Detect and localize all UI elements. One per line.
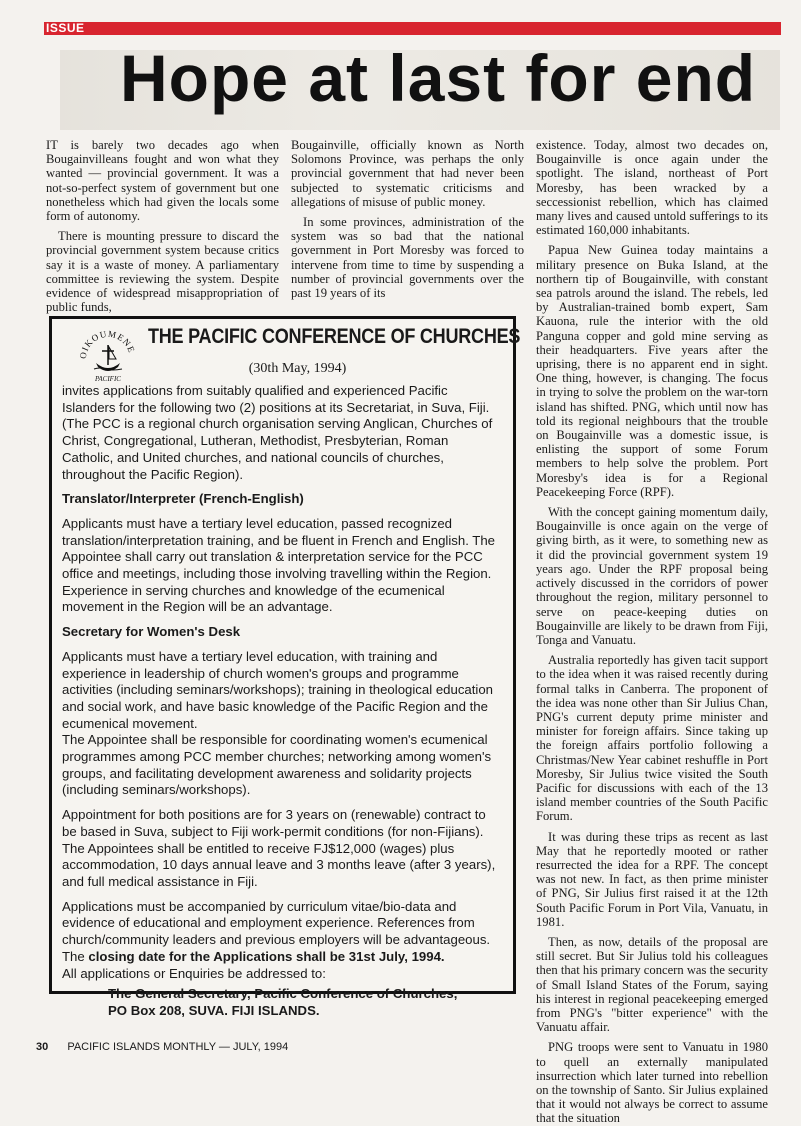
article-column-1	[46, 138, 279, 315]
ad-intro: invites applications from suitably qualified and experienced Pacific Islanders for the following two (2) positions at its Secretariat, in Suva, Fiji.	[62, 383, 490, 415]
logo-text: OIKOUMENE	[78, 329, 138, 360]
paragraph: It was during these trips as recent as last May that he reportedly mooted or rather resurrected the idea for a RPF. The concept was not new. In fact, as then prime minister of PNG, Sir Julius first raised it at the 12th South Pacific Forum in Port Vila, Vanuatu, in 1981.	[536, 829, 768, 929]
paragraph: PNG troops were sent to Vanuatu in 1980 to quell an externally manipulated insurrection which later turned into rebellion on the township of Santo. Sir Julius explained that it would not always be correct to assume that the situation	[536, 1040, 768, 1126]
page-footer	[36, 1041, 288, 1053]
contact-address	[62, 986, 503, 1019]
ad-date: (30th May, 1994)	[248, 361, 347, 376]
application-instructions	[62, 899, 503, 966]
appointment-terms: Appointment for both positions are for 3 years on (renewable) contract to be based in Suva, subject to Fiji work-permit conditions (for non-Fijians). The Appointees shall be entitled to receive FJ$12,000 (wages) plus accommodation, 10 days annual leave and 3 months leave (after 3 years), and full medical assistance in Fiji.	[62, 807, 496, 889]
address-line-2: PO Box 208, SUVA. FIJI ISLANDS.	[108, 1002, 320, 1018]
ad-about: (The PCC is a regional church organisation serving Anglican, Churches of Christ, Congregational, Lutheran, Methodist, Presbyterian, Roman Catholic, and United churches, and national councils of churches, throughout the Pacific Region).	[62, 416, 493, 482]
headline: Hope at last for end	[120, 41, 757, 115]
paragraph: Bougainville, officially known as North Solomons Province, was perhaps the only provincial government that had never been subjected to systematic criticisms and allegations of misuse of public money.	[291, 138, 524, 209]
section-tag: ISSUE	[46, 21, 85, 35]
paragraph: Papua New Guinea today maintains a military presence on Buka Island, at the northern tip of Bougainville, with constant sea patrols around the island. The rebels, led by Australian-trained bomb expert, Sam Kauona, rule the interior with the old Panguna copper and gold mine serving as their headquarters. Five years after the uprising, there is no apparent end in sight. One thing, however, is changing. The focus in trying to solve the problem on the war-torn island has shifted. PNG, which until now has told its regional neighbours that the trouble on Bougainville was a domestic issue, is enlisting the support of some Forum members to help solve the problem. Port Moresby's idea is for a Regional Peacekeeping Force (RPF).	[536, 243, 768, 499]
enquiries-line: All applications or Enquiries be addressed to:	[62, 965, 326, 981]
position-2-title: Secretary for Women's Desk	[62, 624, 241, 640]
address-line-1: The General Secretary, Pacific Conference of Churches,	[108, 986, 458, 1002]
organisation-name: THE PACIFIC CONFERENCE OF CHURCHES	[148, 325, 521, 348]
ad-body	[62, 383, 503, 1020]
application-text: Applications must be accompanied by curriculum vitae/bio-data and evidence of educational and employment experience. References from church/community leaders and previous employers will be advantageous. The	[62, 898, 491, 964]
publication-line: PACIFIC ISLANDS MONTHLY — JULY, 1994	[67, 1041, 289, 1053]
article-column-3	[536, 138, 768, 1126]
paragraph: IT is barely two decades ago when Bougainvilleans fought and won what they wanted — provincial government. It was a not-so-perfect system of government but one nonetheless which had given the locals some form of autonomy.	[46, 138, 279, 224]
position-1-description: Applicants must have a tertiary level education, passed recognized translation/interpretation training, and be fluent in French and English. The Appointee shall carry out translation & interpretation service for the PCC office and meetings, including those involving travelling within the Region. Experience in serving churches and knowledge of the ecumenical movement in the Region will be an advantage.	[62, 515, 496, 615]
paragraph: With the concept gaining momentum daily, Bougainville is once again on the verge of giving birth, as it were, to something new as it did the provincial government system 19 years ago. Under the RPF proposal being actively discussed in the corridors of power throughout the region, military personnel to serve on peace-keeping duties on Bougainville are likely to be drawn from Fiji, Tonga and Vanuatu.	[536, 505, 768, 647]
position-2-requirements: Applicants must have a tertiary level education, with training and experience in leadership of church women's groups and programme activities (including seminars/workshops); training in theological education and social work, and have basic knowledge of the Pacific Region and the ecumenical movement.	[62, 648, 494, 731]
logo-subtext: PACIFIC	[95, 375, 121, 383]
section-bar	[44, 22, 781, 35]
paragraph: There is mounting pressure to discard the provincial government system because critics say it is a waste of money. A parliamentary committee is reviewing the system. Despite evidence of widespread misappropriation of public funds,	[46, 229, 279, 315]
paragraph: Then, as now, details of the proposal are still secret. But Sir Julius told his colleagues then that his primary concern was the security of Small Island States of the Forum, saying his interest in regional peacekeeping emerged from PNG's "bitter experience" with the Vanuatu affair.	[536, 934, 768, 1035]
paragraph: existence. Today, almost two decades on, Bougainville is once again under the spotlight. The island, northeast of Port Moresby, has been wracked by a seccessionist rebellion, which has claimed many lives and caused untold sufferings to its estimated 160,000 inhabitants.	[536, 138, 768, 238]
position-2-duties: The Appointee shall be responsible for coordinating women's ecumenical programmes among PCC member churches; networking among women's groups, and facilitating development awareness and solidarity projects (including seminars/workshops).	[62, 732, 492, 798]
position-1-title: Translator/Interpreter (French-English)	[62, 491, 304, 507]
closing-date: closing date for the Applications shall be 31st July, 1994.	[88, 948, 445, 964]
job-advertisement	[49, 316, 521, 1018]
article-column-2	[291, 138, 524, 302]
paragraph: In some provinces, administration of the system was so bad that the national government in Port Moresby was forced to intervene from time to time by suspending a number of provincial governments over the past 19 years of its	[291, 215, 524, 301]
paragraph: Australia reportedly has given tacit support to the idea when it was raised recently during formal talks in Canberra. The proponent of the idea was none other than Sir Julius Chan, PNG's current deputy prime minister and minister for foreign affairs. Since taking up the foreign affairs portfolio following a Christmas/New Year cabinet reshuffle in Port Moresby, Sir Julius twice visited the South Pacific for discussions with each of the 13 island member countries of the South Pacific Forum.	[536, 653, 768, 824]
page-number: 30	[36, 1041, 49, 1053]
